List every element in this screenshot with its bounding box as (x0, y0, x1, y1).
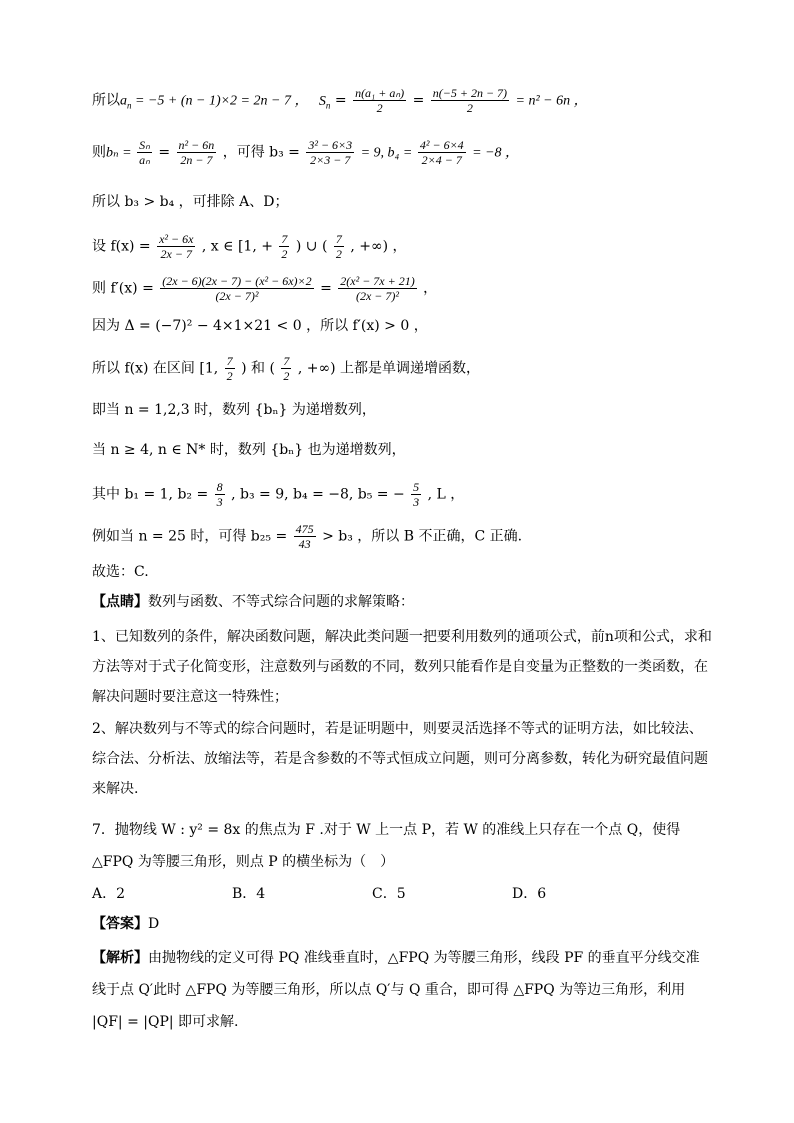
analysis-tag: 【解析】 (92, 950, 148, 966)
solution-line-increasing-2: 当 n ≥ 4, n ∈ N* 时，数列 {bₙ} 也为递增数列， (92, 442, 406, 458)
fraction: $\frac{8}{3}$ (216, 480, 223, 509)
fraction: $\frac{7}{2}$ (226, 354, 233, 383)
fraction: $\frac{n(-5 + 2n - 7)}{2}$ (432, 86, 508, 115)
choice-c[interactable]: C．5 (372, 886, 406, 902)
fraction: $\frac{\text{Sₙ}}{\text{aₙ}}$ (139, 138, 150, 167)
solution-line-an-sn: 所以$a_n = -5 + (n - 1)\times 2 = 2n - 7$ ， $S_n$ = $\frac{\text{n(a₁ + aₙ)}}{2}$ = $\frac{n(-5 + 2n - 7)}{2}$ = n² − 6n ， (92, 86, 588, 115)
solution-line-bn: 则bₙ = $\frac{\text{Sₙ}}{\text{aₙ}}$ = $\frac{\text{n² − 6n}}{2n - 7}$ ，可得 b₃ = $\frac{\text{3² − 6×3}}{2\times 3 - 7}$ = 9, b₄ = $\frac{\text{4² − 6×4}}{2\times 4 - 7}$ = −8 ， (92, 138, 520, 167)
solution-line-derivative: 则 f′(x) = $\frac{\text{(2x − 6)(2x − 7) − (x² − 6x)×2}}{\text{(2x − 7)²}}$ = $\frac{\text{2(x² − 7x + 21)}}{\text{(2x − 7)²}}$ ， (92, 274, 438, 303)
tips-tag: 【点睛】 (92, 594, 148, 610)
fraction: $\frac{\text{(2x − 6)(2x − 7) − (x² − 6x)×2}}{\text{(2x − 7)²}}$ (162, 274, 312, 303)
solution-line-delta: 因为 Δ = (−7)² − 4×1×21 < 0 ，所以 f′(x) > 0 ， (92, 318, 428, 334)
choice-a[interactable]: A．2 (92, 886, 126, 902)
fraction: $\frac{7}{2}$ (335, 232, 342, 261)
fraction: $\frac{\text{3² − 6×3}}{2\times 3 - 7}$ (308, 138, 353, 167)
solution-line-values: 其中 b₁ = 1, b₂ = $\frac{8}{3}$ , b₃ = 9, b₄ = −8, b₅ = − $\frac{5}{3}$ , L ， (92, 480, 465, 509)
choice-d[interactable]: D．6 (512, 886, 547, 902)
fraction: $\frac{\text{4² − 6×4}}{2\times 4 - 7}$ (419, 138, 464, 167)
answer-line: 【答案】D (92, 916, 160, 932)
analysis-last-line: |QF| = |QP| 即可求解. (92, 1014, 239, 1030)
fraction: $\frac{\text{n(a₁ + aₙ)}}{2}$ (355, 86, 405, 115)
tips-heading: 【点睛】数列与函数、不等式综合问题的求解策略： (92, 594, 414, 610)
solution-line-monotonic: 所以 f(x) 在区间 [1, $\frac{7}{2}$ ) 和 ( $\frac{7}{2}$ , +∞) 上都是单调递增函数， (92, 354, 481, 383)
choice-b[interactable]: B．4 (232, 886, 266, 902)
solution-line-increasing-1: 即当 n = 1,2,3 时，数列 {bₙ} 为递增数列， (92, 402, 376, 418)
solution-line-define-f: 设 f(x) = $\frac{\text{x² − 6x}}{2x - 7}$ , x ∈ [1, + $\frac{7}{2}$ ) ∪ ( $\frac{7}{2}$ , +∞) ， (92, 232, 407, 261)
fraction: $\frac{\text{n² − 6n}}{2n - 7}$ (178, 138, 215, 167)
question-7-choices (92, 884, 712, 904)
solution-line-example: 例如当 n = 25 时，可得 b₂₅ = $\frac{475}{43}$ > b₃ ，所以 B 不正确，C 正确. (92, 522, 523, 551)
solution-line-exclude: 所以 b₃ > b₄ ，可排除 A、D； (92, 194, 289, 210)
question-7: 7．抛物线 W : y² = 8x 的焦点为 F .对于 W 上一点 P，若 W 的准线上只存在一个点 Q，使得 △FPQ 为等腰三角形，则点 P 的横坐标为（ ） (92, 822, 681, 870)
fraction: $\frac{\text{2(x² − 7x + 21)}}{\text{(2x − 7)²}}$ (340, 274, 415, 303)
fraction: $\frac{\text{x² − 6x}}{2x - 7}$ (159, 232, 194, 261)
answer-choice-line: 故选：C. (92, 564, 149, 580)
fraction: $\frac{5}{3}$ (413, 480, 420, 509)
analysis-paragraph: 【解析】由抛物线的定义可得 PQ 准线垂直时，△FPQ 为等腰三角形，线段 PF 的垂直平分线交准线于点 Q′此时 △FPQ 为等腰三角形，所以点 Q′与 Q 重合，即可得 △FPQ 为等边三角形，利用 (92, 950, 700, 998)
tips-paragraph-1: 1、已知数列的条件，解决函数问题，解决此类问题一把要利用数列的通项公式，前n项和公式，求和方法等对于式子化简变形，注意数列与函数的不同，数列只能看作是自变量为正整数的一类函数，在解决问题时要注意这一特殊性； (92, 629, 712, 705)
fraction: $\frac{7}{2}$ (283, 354, 290, 383)
fraction: $\frac{7}{2}$ (281, 232, 288, 261)
answer-tag: 【答案】 (92, 916, 148, 932)
fraction: $\frac{475}{43}$ (295, 522, 314, 551)
tips-paragraph-2: 2、解决数列与不等式的综合问题时，若是证明题中，则要灵活选择不等式的证明方法，如比较法、综合法、分析法、放缩法等，若是含参数的不等式恒成立问题，则可分离参数，转化为研究最值问题来解决. (92, 721, 708, 797)
